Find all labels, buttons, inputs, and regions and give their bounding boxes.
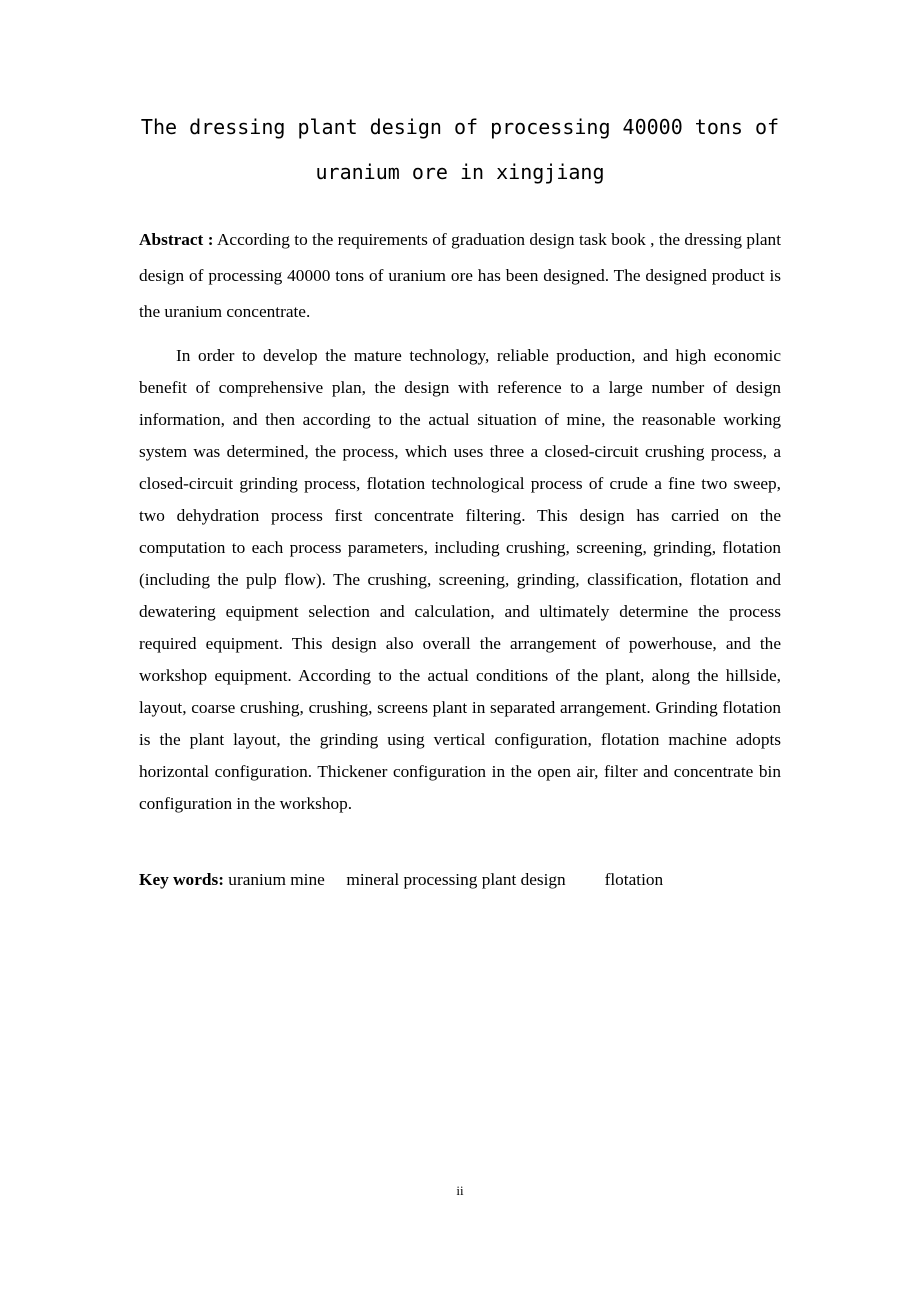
abstract-label: Abstract :	[139, 230, 214, 249]
abstract-text: According to the requirements of graduation design task book , the dressing plant design of processing 40000 tons of uranium ore has been designed. The designed product is the uranium concentrate.	[139, 230, 781, 321]
keywords-label: Key words:	[139, 870, 224, 889]
keyword: mineral processing plant design	[346, 870, 566, 889]
body-paragraph: In order to develop the mature technology, reliable production, and high economic benefit of comprehensive plan, the design with reference to a large number of design information, and then according to the actual situation of mine, the reasonable working system was determined, the process, which uses three a closed-circuit crushing process, a closed-circuit grinding process, flotation technological process of crude a fine two sweep, two dehydration process first concentrate filtering. This design has carried on the computation to each process parameters, including crushing, screening, grinding, flotation (including the pulp flow). The crushing, screening, grinding, classification, flotation and dewatering equipment selection and calculation, and ultimately determine the process required equipment. This design also overall the arrangement of powerhouse, and the workshop equipment. According to the actual conditions of the plant, along the hillside, layout, coarse crushing, crushing, screens plant in separated arrangement. Grinding flotation is the plant layout, the grinding using vertical configuration, flotation machine adopts horizontal configuration. Thickener configuration in the open air, filter and concentrate bin configuration in the workshop.	[139, 346, 781, 813]
title-line-2: uranium ore in xingjiang	[315, 160, 605, 184]
title-line-1: The dressing plant design of processing 40000 tons of	[140, 115, 780, 139]
page-number: ii	[456, 1183, 464, 1198]
keywords-line	[139, 866, 663, 894]
keyword: flotation	[604, 870, 664, 889]
keyword: uranium mine	[228, 870, 325, 889]
abstract-paragraph	[139, 222, 781, 330]
